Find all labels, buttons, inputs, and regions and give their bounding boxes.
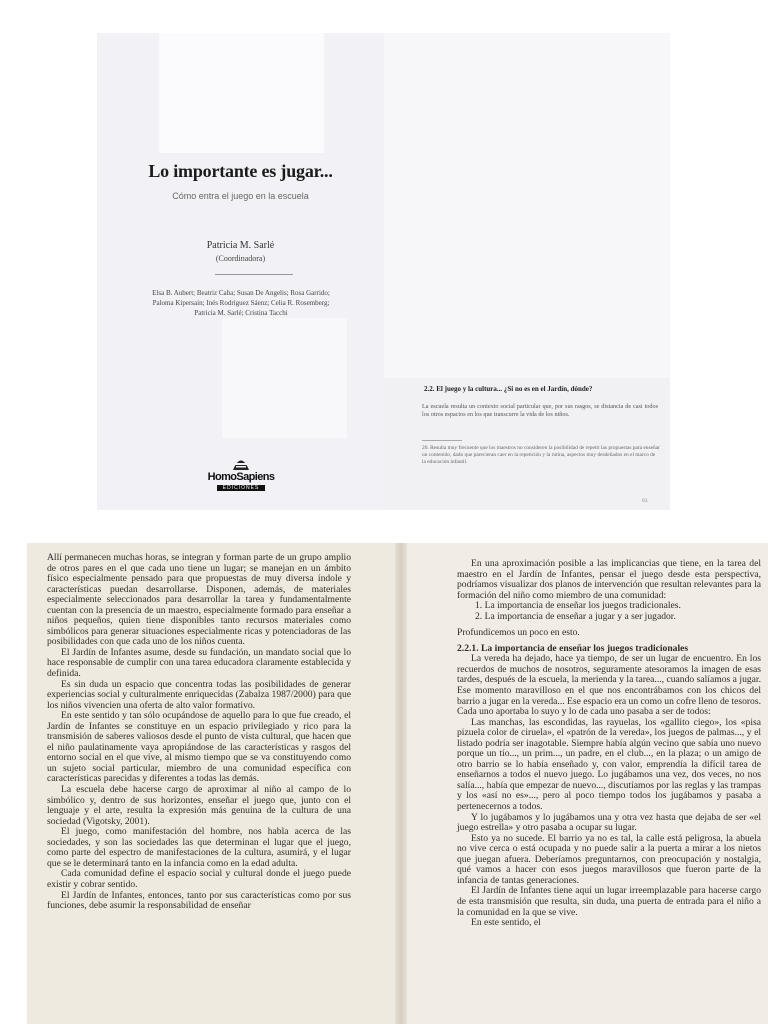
right-text-column bbox=[457, 559, 761, 929]
divider bbox=[215, 274, 293, 275]
publisher-name: HomoSapiens bbox=[207, 471, 275, 483]
page-number: 83 bbox=[642, 498, 648, 504]
paragraph: Es sin duda un espacio que concentra todas las posibilidades de generar experiencias social y culturalmente enriquecidas (Zabalza 1987/2000) para que los niños vivencien una oferta de alto valor formativo. bbox=[47, 678, 351, 711]
paragraph: Profundicemos un poco en esto. bbox=[457, 627, 580, 639]
paragraph: Esto ya no sucede. El barrio ya no es tal, la calle está peligrosa, la abuela no vive cerca o está ocupada y no puede salir a la puerta a mirar a los nietos que juegan afuera. Deberíamos preguntarnos, con preocupación y nostalgia, qué vamos a hacer con esos juegos maravillosos que fueron parte de la infancia de tantas generaciones. bbox=[457, 832, 761, 886]
subsection-heading: 2.2.1. La importancia de enseñar los juegos tradicionales bbox=[457, 642, 689, 654]
section-body: La escuela resulta un contexto social particular que, por sus rasgos, se distancia de casi todos los otros espacios en los que transcurre la vida de los niños. bbox=[422, 403, 658, 418]
list-item: 1. La importancia de enseñar los juegos tradicionales. bbox=[475, 600, 681, 612]
book-gutter bbox=[395, 543, 407, 1024]
paragraph: El Jardín de Infantes tiene aquí un lugar irreemplazable para hacerse cargo de esta transmisión que resulta, sin duda, una puerta de entrada para el niño a la comunidad en la que se vive. bbox=[457, 885, 761, 918]
contributors-line: Paloma Kipersain; Inés Rodríguez Sáenz; Celia R. Rosemberg; bbox=[152, 299, 330, 307]
author-role: (Coordinadora) bbox=[215, 254, 266, 263]
contributors-line: Patricia M. Sarlé; Cristina Tacchi bbox=[194, 309, 288, 317]
right-text-page bbox=[407, 543, 768, 1024]
paragraph: En este sentido y tan sólo ocupándose de aquello para lo que fue creado, el Jardín de Infantes se constituye en un espacio privilegiado y rico para la transmisión de saberes valiosos desde el punto de vista cultural, que hacen que el niño paulatinamente vaya apropiándose de las características y rasgos del entorno social en el que vive, al mismo tiempo que se va constituyendo como un sujeto social particular, miembro de una comunidad específica con características parecidas y diferentes a todas las demás. bbox=[47, 710, 351, 785]
paragraph: Y lo jugábamos y lo jugábamos una y otra vez hasta que dejaba de ser «el juego estrella» y otro pasaba a ocupar su lugar. bbox=[457, 811, 761, 834]
left-text-column bbox=[47, 553, 351, 912]
publisher-sub: EDICIONES bbox=[217, 485, 265, 491]
paragraph: El Jardín de Infantes, entonces, tanto por sus características como por sus funciones, debe asumir la responsabilidad de enseñar bbox=[47, 889, 351, 912]
paragraph: Cada comunidad define el espacio social y cultural donde el juego puede existir y cobrar sentido. bbox=[47, 868, 351, 890]
paper-patch bbox=[222, 318, 347, 438]
right-page bbox=[384, 33, 670, 510]
left-text-page bbox=[27, 543, 397, 1024]
footnote: 26. Resulta muy frecuente que los maestros no consideren la posibilidad de repetir las propuestas para enseñar un contenido, dado que parecieran caer en la repetición y la rutina, aspectos muy desdeñados en el marco de la educación infantil. bbox=[422, 445, 660, 465]
publisher-logo bbox=[205, 453, 277, 493]
footnote-rule bbox=[422, 440, 462, 441]
text-block bbox=[384, 378, 670, 510]
paragraph: En este sentido, el bbox=[471, 917, 541, 929]
book-author: Patricia M. Sarlé bbox=[206, 240, 275, 251]
section-heading: 2.2. El juego y la cultura... ¿Si no es en el Jardín, dónde? bbox=[424, 385, 593, 393]
top-page-spread-scan bbox=[97, 33, 670, 510]
paragraph: El Jardín de Infantes asume, desde su fundación, un mandato social que lo hace responsable de cumplir con una tarea educadora claramente establecida y definida. bbox=[47, 646, 351, 680]
paragraph: Allí permanecen muchas horas, se integran y forman parte de un grupo amplio de otros pares en el que cada uno tiene un lugar; se manejan en un ámbito físico especialmente pensado para que propuestas de muy diversa índole y características puedan desarrollarse. Disponen, además, de materiales especialmente seleccionados para desarrollar la tarea y fundamentalmente cuentan con la presencia de un maestro, especialmente formado para enseñar a niños pequeños, quien tiene disponibles tanto recursos materiales como simbólicos para generar situaciones especialmente ricas y potenciadoras de las posibilidades con que cada uno de los niños cuenta. bbox=[47, 552, 351, 648]
publisher-emblem-icon bbox=[231, 453, 251, 471]
paper-patch bbox=[159, 33, 324, 153]
bottom-page-spread-scan bbox=[27, 543, 768, 1024]
list-item: 2. La importancia de enseñar a jugar y a ser jugador. bbox=[475, 610, 676, 622]
paragraph: El juego, como manifestación del hombre, nos habla acerca de las sociedades, y son las sociedades las que determinan el lugar que el juego, como parte del espectro de manifestaciones de la cultura, asumirá, y el lugar que se le determinará tanto en la infancia como en la edad adulta. bbox=[47, 826, 351, 869]
title-page bbox=[97, 33, 384, 510]
paragraph: Las manchas, las escondidas, las rayuelas, los «gallito ciego», los «pisa pizuela color de ciruela», el «patrón de la vereda», los juegos de palmas..., y el listado podría ser inagotable. Siempre había algún vecino que sabía uno nuevo porque un tío..., un prim..., un padre, en el club..., en la plaza; o un amigo de otro barrio se lo había enseñado y, con valor, emprendía la difícil tarea de enseñarnos a todos el nuevo juego. Lo jugábamos una vez, dos veces, no nos salía..., había que empezar de nuevo..., discutíamos por las reglas y las trampas y los «así no es»..., pero al poco tiempo todos los jugábamos y pasaba a pertenecernos a todos. bbox=[457, 716, 761, 813]
paragraph: La vereda ha dejado, hace ya tiempo, de ser un lugar de encuentro. En los recuerdos de muchos de nosotros, seguramente atesoramos la imagen de esas tardes, después de la escuela, la merienda y la tarea..., cuando salíamos a jugar. Ese momento maravilloso en el que nos encontrábamos con los chicos del barrio a jugar en la vereda... Ese espacio era un como un cofre lleno de tesoros. Cada uno aportaba lo suyo y lo de cada uno pasaba a ser de todos: bbox=[457, 653, 761, 718]
paragraph: En una aproximación posible a las implicancias que tiene, en la tarea del maestro en el Jardín de Infantes, pensar el juego desde esta perspectiva, podríamos visualizar dos planos de intervención que resultan relevantes para la formación del niño como miembro de una comunidad: bbox=[457, 558, 761, 601]
book-title: Lo importante es jugar... bbox=[148, 161, 333, 181]
book-subtitle: Cómo entra el juego en la escuela bbox=[172, 191, 309, 201]
contributors-list bbox=[111, 288, 371, 318]
contributors-line: Elsa B. Aubert; Beatriz Caba; Susan De Angelis; Rosa Garrido; bbox=[152, 289, 330, 297]
paragraph: La escuela debe hacerse cargo de aproximar al niño al campo de lo simbólico y, dentro de sus horizontes, enseñar el juego que, junto con el lenguaje y el arte, resulta la expresión más genuina de la cultura de una sociedad (Vigotsky, 2001). bbox=[47, 784, 351, 827]
